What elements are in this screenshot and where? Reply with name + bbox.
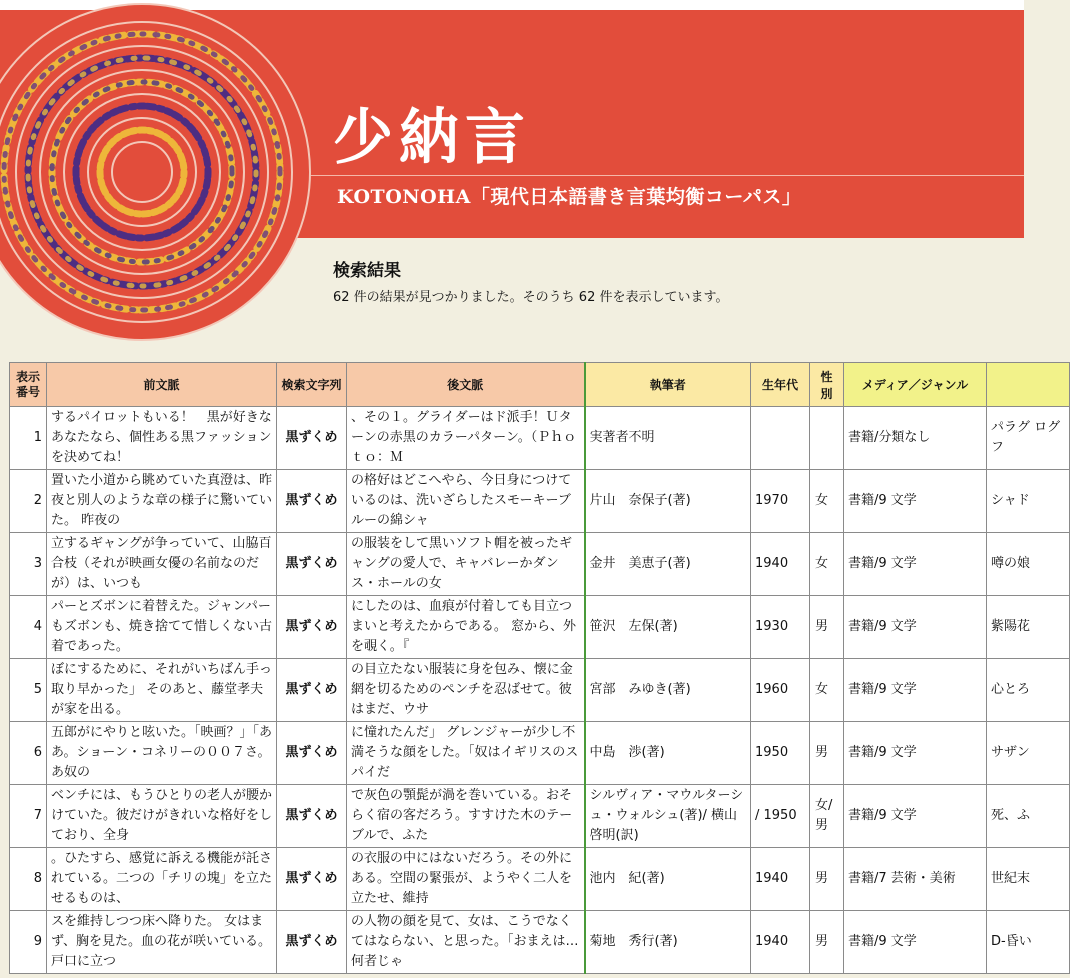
cell-author: 菊地 秀行(著): [585, 911, 751, 974]
cell-sex: 女/男: [810, 785, 844, 848]
cell-search-string: 黒ずくめ: [277, 848, 347, 911]
cell-sex: 男: [810, 911, 844, 974]
cell-media-genre: 書籍/9 文学: [844, 596, 987, 659]
cell-row-number: 6: [10, 722, 47, 785]
cell-title: 心とろ: [987, 659, 1070, 722]
cell-sex: 男: [810, 722, 844, 785]
cell-title: 死、ふ: [987, 785, 1070, 848]
table-row[interactable]: [10, 848, 1070, 911]
cell-author: 笹沢 左保(著): [585, 596, 751, 659]
cell-row-number: 1: [10, 407, 47, 470]
header-birth-decade[interactable]: 生年代: [751, 363, 810, 407]
cell-birth-decade: 1930: [751, 596, 810, 659]
cell-row-number: 5: [10, 659, 47, 722]
cell-title: シャド: [987, 470, 1070, 533]
header-sex-line1: 性: [820, 369, 833, 384]
table-row[interactable]: [10, 659, 1070, 722]
cell-media-genre: 書籍/9 文学: [844, 722, 987, 785]
cell-pre-context: するパイロットもいる！ 黒が好きなあなたなら、個性ある黒ファッションを決めてね！: [47, 407, 277, 470]
cell-media-genre: 書籍/分類なし: [844, 407, 987, 470]
logo-emblem: [0, 2, 312, 342]
cell-post-context: の人物の顔を見て、女は、こうでなくてはならない、と思った。「おまえは…何者じゃ: [347, 911, 585, 974]
results-summary: 62 件の結果が見つかりました。そのうち 62 件を表示しています。: [333, 290, 729, 305]
cell-author: 中島 渉(著): [585, 722, 751, 785]
cell-pre-context: 立するギャングが争っていて、山脇百合枝（それが映画女優の名前なのだが）は、いつも: [47, 533, 277, 596]
cell-post-context: にしたのは、血痕が付着しても目立つまいと考えたからである。 窓から、外を覗く。『: [347, 596, 585, 659]
cell-sex: 女: [810, 659, 844, 722]
cell-author: 片山 奈保子(著): [585, 470, 751, 533]
cell-media-genre: 書籍/9 文学: [844, 533, 987, 596]
header-post-context[interactable]: 後文脈: [347, 363, 585, 407]
cell-author: 池内 紀(著): [585, 848, 751, 911]
header-author[interactable]: 執筆者: [585, 363, 751, 407]
cell-search-string: 黒ずくめ: [277, 470, 347, 533]
table-row[interactable]: [10, 785, 1070, 848]
cell-media-genre: 書籍/7 芸術・美術: [844, 848, 987, 911]
cell-pre-context: パーとズボンに着替えた。ジャンパーもズボンも、焼き捨てて惜しくない古着であった。: [47, 596, 277, 659]
cell-media-genre: 書籍/9 文学: [844, 659, 987, 722]
cell-search-string: 黒ずくめ: [277, 911, 347, 974]
cell-post-context: 、その１。グライダーはド派手！Ｕターンの赤黒のカラーパターン。（Ｐｈｏｔｏ：Ｍ: [347, 407, 585, 470]
table-row[interactable]: [10, 722, 1070, 785]
cell-post-context: で灰色の顎髭が渦を巻いている。おそらく宿の客だろう。すすけた木のテーブルで、ふた: [347, 785, 585, 848]
table-row[interactable]: [10, 407, 1070, 470]
header-title[interactable]: [987, 363, 1070, 407]
table-row[interactable]: [10, 596, 1070, 659]
cell-pre-context: ぼにするために、それがいちばん手っ取り早かった」 そのあと、藤堂孝夫が家を出る。: [47, 659, 277, 722]
cell-pre-context: スを維持しつつ床へ降りた。 女はまず、胸を見た。血の花が咲いている。戸口に立つ: [47, 911, 277, 974]
cell-search-string: 黒ずくめ: [277, 407, 347, 470]
site-title: 少納言: [333, 103, 531, 173]
cell-author: 金井 美恵子(著): [585, 533, 751, 596]
cell-author: シルヴィア・マウルターシュ・ウォルシュ(著)/ 横山啓明(訳): [585, 785, 751, 848]
cell-title: 噂の娘: [987, 533, 1070, 596]
cell-search-string: 黒ずくめ: [277, 533, 347, 596]
cell-birth-decade: 1950: [751, 722, 810, 785]
header-no[interactable]: [10, 363, 47, 407]
header-media-genre[interactable]: メディア／ジャンル: [844, 363, 987, 407]
cell-birth-decade: [751, 407, 810, 470]
cell-search-string: 黒ずくめ: [277, 785, 347, 848]
cell-search-string: 黒ずくめ: [277, 722, 347, 785]
cell-birth-decade: / 1950: [751, 785, 810, 848]
header-sex-line2: 別: [820, 386, 833, 401]
cell-sex: 男: [810, 596, 844, 659]
cell-media-genre: 書籍/9 文学: [844, 785, 987, 848]
cell-title: パラグ ログフ: [987, 407, 1070, 470]
cell-post-context: の服装をして黒いソフト帽を被ったギャングの愛人で、キャバレーかダンス・ホールの女: [347, 533, 585, 596]
cell-birth-decade: 1970: [751, 470, 810, 533]
cell-sex: 女: [810, 470, 844, 533]
site-subtitle: KOTONOHA「現代日本語書き言葉均衡コーパス」: [337, 186, 802, 208]
cell-title: 紫陽花: [987, 596, 1070, 659]
cell-row-number: 7: [10, 785, 47, 848]
concentric-text-rings-logo: [0, 2, 312, 342]
header-search-string[interactable]: 検索文字列: [277, 363, 347, 407]
cell-row-number: 2: [10, 470, 47, 533]
cell-birth-decade: 1940: [751, 848, 810, 911]
cell-row-number: 9: [10, 911, 47, 974]
cell-pre-context: 五郎がにやりと呟いた。「映画？」「ああ。ショーン・コネリーの００７さ。あ奴の: [47, 722, 277, 785]
cell-post-context: の目立たない服装に身を包み、懐に金網を切るためのペンチを忍ばせて。彼はまだ、ウサ: [347, 659, 585, 722]
cell-post-context: の格好はどこへやら、今日身につけているのは、洗いざらしたスモーキーブルーの綿シャ: [347, 470, 585, 533]
cell-birth-decade: 1940: [751, 533, 810, 596]
results-table: [9, 362, 1070, 974]
cell-birth-decade: 1940: [751, 911, 810, 974]
cell-sex: [810, 407, 844, 470]
table-row[interactable]: [10, 533, 1070, 596]
header-no-line2: 番号: [15, 384, 40, 399]
cell-pre-context: 。ひたすら、感覚に訴える機能が託されている。二つの「チリの塊」を立たせるものは、: [47, 848, 277, 911]
cell-author: 宮部 みゆき(著): [585, 659, 751, 722]
cell-media-genre: 書籍/9 文学: [844, 911, 987, 974]
cell-title: サザン: [987, 722, 1070, 785]
cell-row-number: 8: [10, 848, 47, 911]
cell-row-number: 4: [10, 596, 47, 659]
cell-post-context: の衣服の中にはないだろう。その外にある。空間の緊張が、ようやく二人を立たせ、維持: [347, 848, 585, 911]
cell-title: 世紀末: [987, 848, 1070, 911]
cell-pre-context: ベンチには、もうひとりの老人が腰かけていた。彼だけがきれいな格好をしており、全身: [47, 785, 277, 848]
cell-sex: 男: [810, 848, 844, 911]
header-no-line1: 表示: [15, 369, 40, 384]
cell-search-string: 黒ずくめ: [277, 596, 347, 659]
header-pre-context[interactable]: 前文脈: [47, 363, 277, 407]
cell-media-genre: 書籍/9 文学: [844, 470, 987, 533]
results-table-container[interactable]: [9, 362, 1061, 978]
cell-search-string: 黒ずくめ: [277, 659, 347, 722]
cell-post-context: に憧れたんだ」 グレンジャーが少し不満そうな顔をした。「奴はイギリスのスパイだ: [347, 722, 585, 785]
table-row[interactable]: [10, 470, 1070, 533]
cell-title: D-昏い: [987, 911, 1070, 974]
cell-row-number: 3: [10, 533, 47, 596]
cell-pre-context: 置いた小道から眺めていた真澄は、昨夜と別人のような章の様子に驚いていた。 昨夜の: [47, 470, 277, 533]
cell-birth-decade: 1960: [751, 659, 810, 722]
table-row[interactable]: [10, 911, 1070, 974]
results-heading: 検索結果: [333, 261, 401, 281]
cell-author: 実著者不明: [585, 407, 751, 470]
table-header-row: [10, 363, 1070, 407]
header-sex[interactable]: [810, 363, 844, 407]
cell-sex: 女: [810, 533, 844, 596]
